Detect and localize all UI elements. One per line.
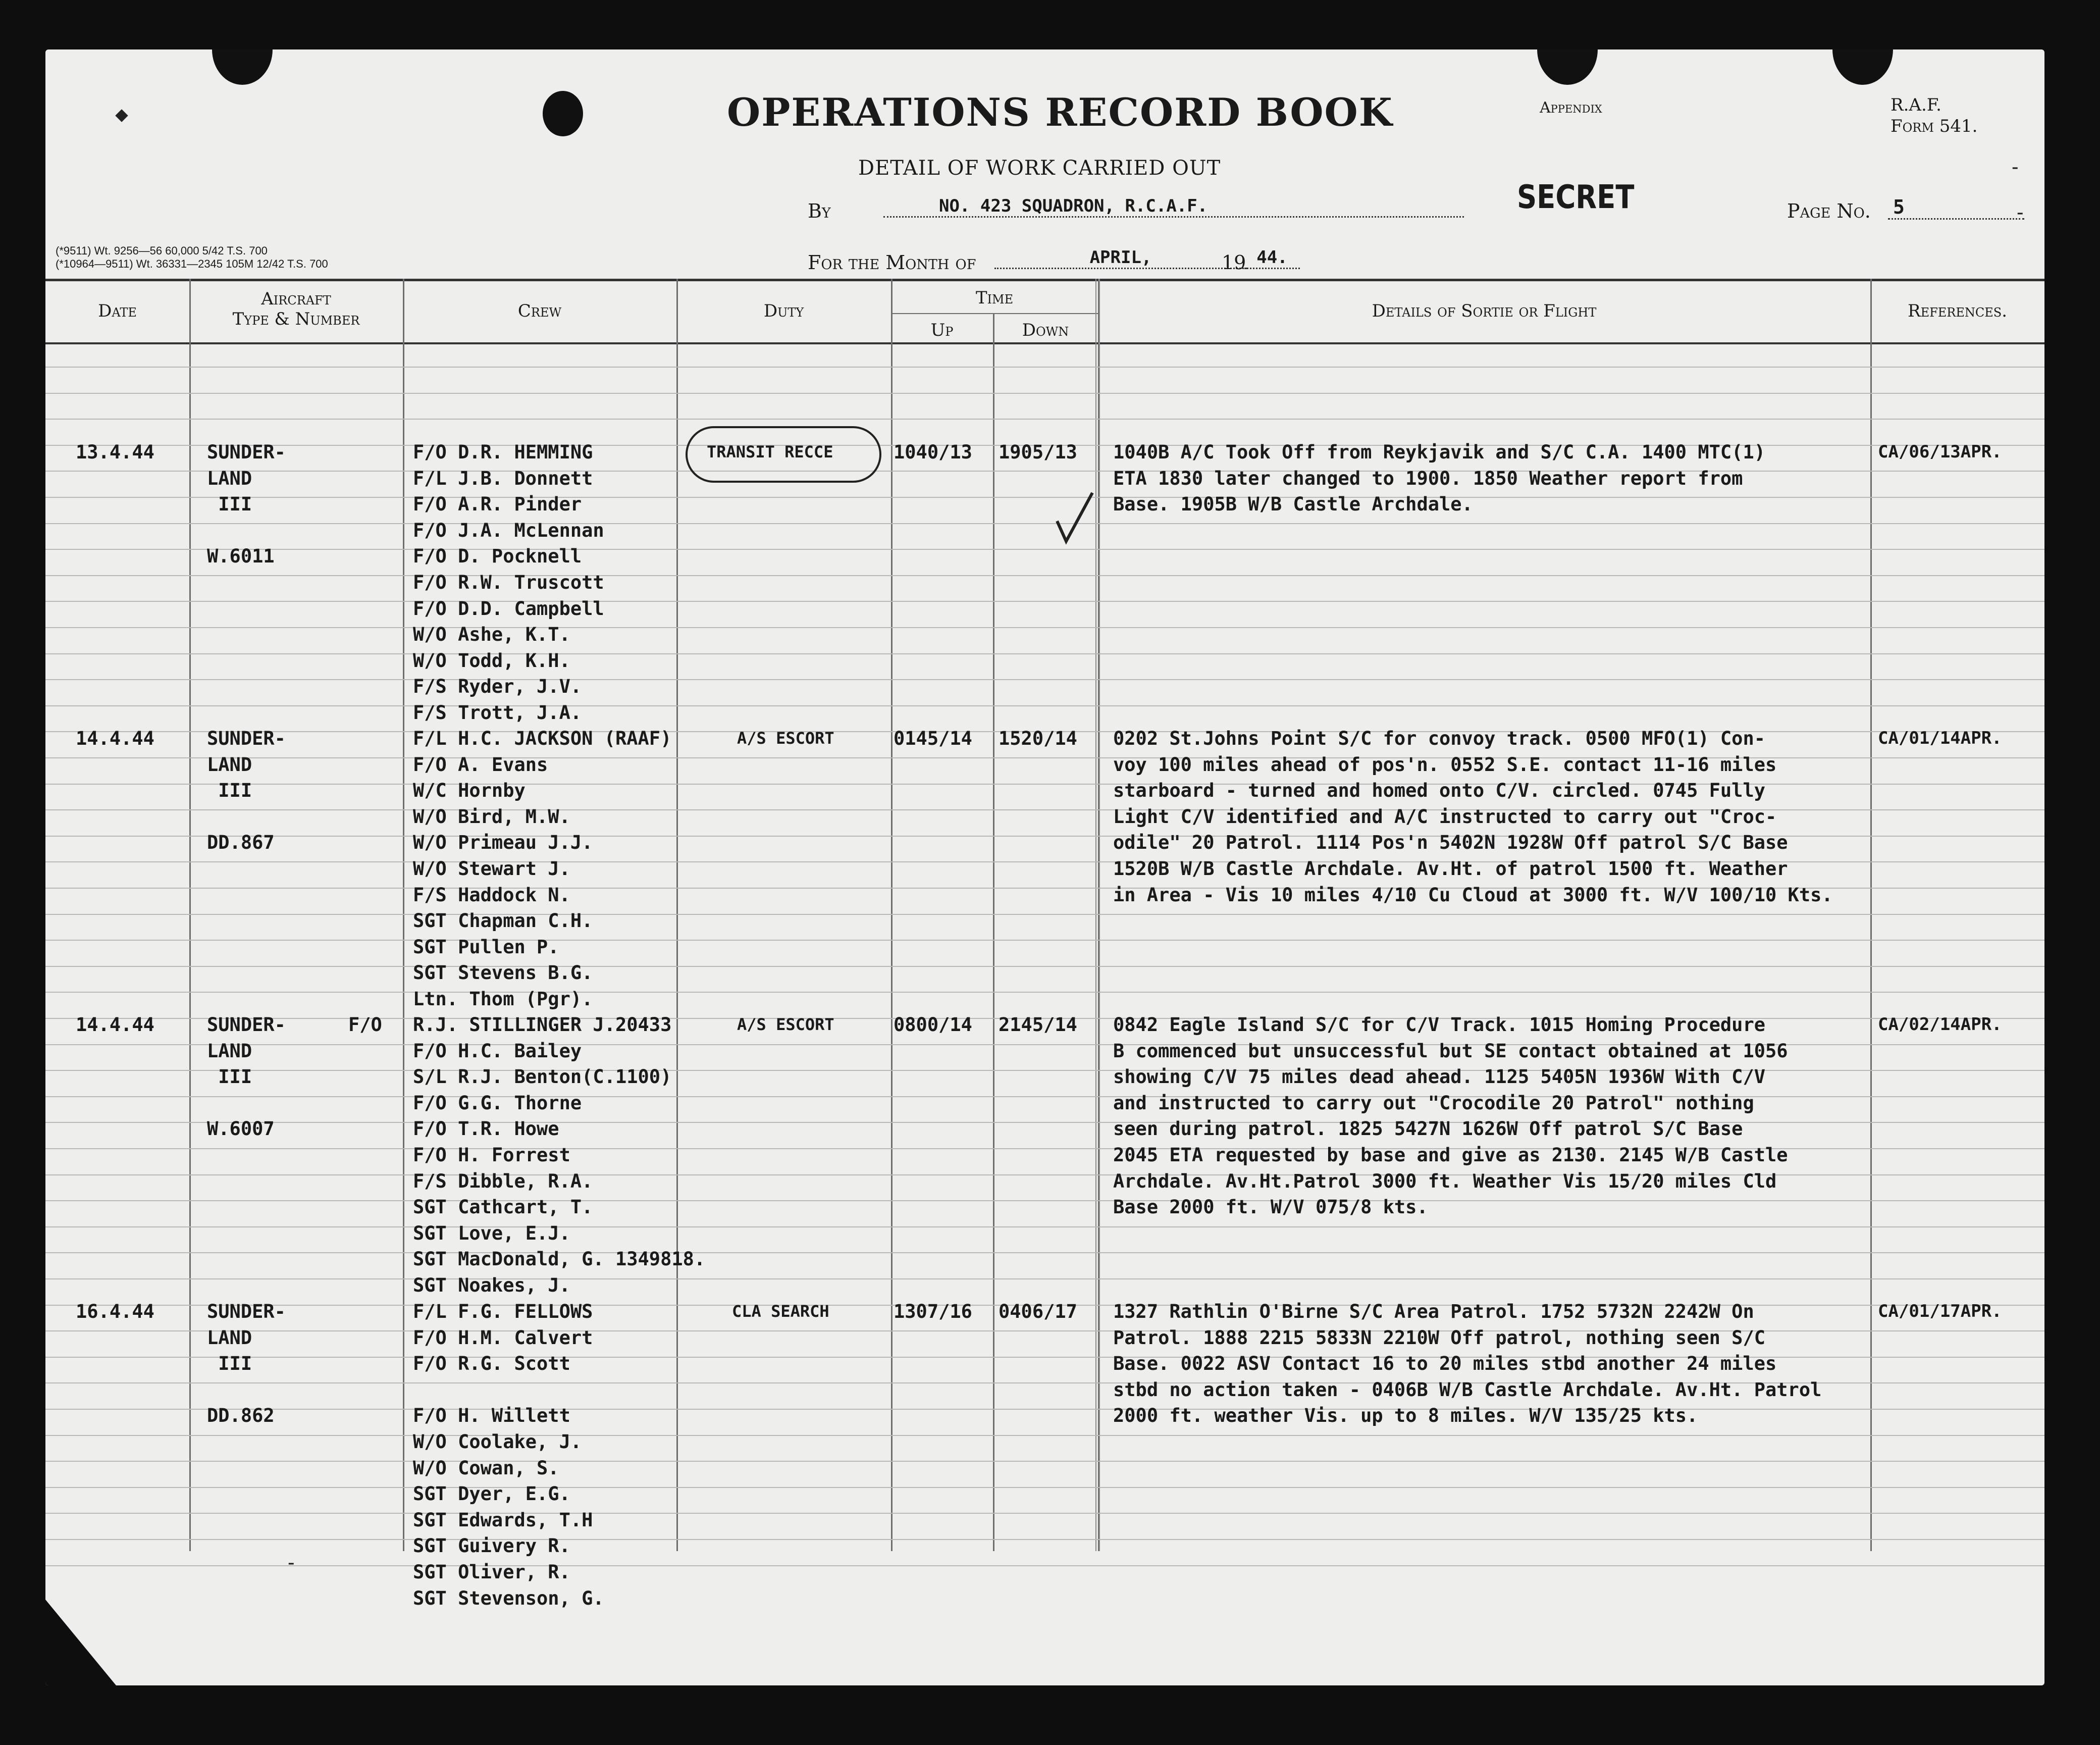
ruled-line — [45, 419, 2044, 420]
ruled-line — [45, 1226, 2044, 1227]
entry-3-duty: A/S ESCORT — [737, 1015, 834, 1034]
entry-2-date: 14.4.44 — [76, 728, 154, 749]
month-value: APRIL, — [994, 247, 1247, 269]
ruled-line — [45, 992, 2044, 993]
folded-corner — [45, 1600, 116, 1685]
ruled-line — [45, 1539, 2044, 1540]
entry-2-details: 0202 St.Johns Point S/C for convoy track. 0500 MFO(1) Con- voy 100 miles ahead of pos'n. 0552 S.E. contact 11-16 miles starboard - turned and homed onto C/V. circled. 0745 Fully Light C/V identified and A/C instructed to carry out "Croc- odile" 20 Patrol. 1114 Pos'n 5402N 1928W Off patrol S/C Base 1520B W/B Castle Archdale. Av.Ht. of patrol 1500 ft. Weather in Area - Vis 10 miles 4/10 Cu Cloud at 3000 ft. W/V 100/10 Kts. — [1113, 728, 1833, 906]
entry-1-reference: CA/06/13APR. — [1878, 442, 2002, 462]
ruled-line — [45, 627, 2044, 628]
month-label: For the Month of — [808, 251, 976, 274]
entry-4-reference: CA/01/17APR. — [1878, 1301, 2002, 1321]
entry-4-duty: CLA SEARCH — [732, 1302, 829, 1321]
ruled-line — [45, 523, 2044, 524]
entry-1-up: 1040/13 — [894, 441, 972, 463]
entry-1-duty: TRANSIT RECCE — [707, 442, 833, 461]
entry-1-down: 1905/13 — [999, 441, 1077, 463]
entry-3-up: 0800/14 — [894, 1014, 972, 1036]
entry-1-details: 1040B A/C Took Off from Reykjavik and S/C C.A. 1400 MTC(1) ETA 1830 later changed to 1900. 1850 Weather report from Base. 1905B W/B Castle Archdale. — [1113, 441, 1766, 516]
ruled-line — [45, 679, 2044, 680]
entry-2-duty: A/S ESCORT — [737, 729, 834, 748]
entry-3-date: 14.4.44 — [76, 1014, 154, 1036]
ruled-line — [45, 1461, 2044, 1462]
binder-hole-right — [1832, 49, 1893, 85]
ruled-line — [45, 1487, 2044, 1488]
appendix-label: Appendix — [1540, 99, 1602, 117]
col-header-down: Down — [1022, 320, 1069, 340]
entry-1-crew: F/O D.R. HEMMING F/L J.B. Donnett F/O A.R. Pinder F/O J.A. McLennan F/O D. Pocknell F/O R.W. Truscott F/O D.D. Campbell W/O Ashe, K.T. W/O Todd, K.H. F/S Ryder, J.V. F/S Trott, J.A. — [413, 441, 604, 724]
page-number: 5 — [1888, 196, 2024, 220]
col-header-time: Time — [975, 288, 1014, 308]
diamond-mark — [115, 109, 128, 122]
col-header-details: Details of Sortie or Flight — [1372, 301, 1597, 321]
entry-2-up: 0145/14 — [894, 728, 972, 749]
ruled-line — [45, 575, 2044, 576]
by-label: By — [808, 200, 831, 222]
entry-3-crew: R.J. STILLINGER J.20433 F/O H.C. Bailey S/L R.J. Benton(C.1100) F/O G.G. Thorne F/O T.R. Howe F/O H. Forrest F/S Dibble, R.A. SGT Cathcart, T. SGT Love, E.J. SGT MacDonald, G. 1349818. SGT Noakes, J. — [413, 1014, 706, 1296]
ruled-line — [45, 1565, 2044, 1566]
entry-3-crew-prefix: F/O — [348, 1014, 382, 1036]
entry-4-up: 1307/16 — [894, 1301, 972, 1322]
ruled-line — [45, 549, 2044, 550]
entry-3-aircraft: SUNDER- LAND III W.6007 — [207, 1014, 286, 1140]
page-label: Page No. — [1787, 200, 1871, 222]
form-number-line1: R.A.F. — [1891, 95, 1941, 115]
binder-hole-left — [212, 49, 273, 85]
entry-3-down: 2145/14 — [999, 1014, 1077, 1036]
year-prefix: 19 — [1222, 251, 1246, 274]
entry-2-aircraft: SUNDER- LAND III DD.867 — [207, 728, 286, 854]
entry-4-details: 1327 Rathlin O'Birne S/C Area Patrol. 1752 5732N 2242W On Patrol. 1888 2215 5833N 2210W Off patrol, nothing seen S/C Base. 0022 ASV Contact 16 to 20 miles stbd another 24 miles stbd no action taken - 0406B W/B Castle Archdale. Av.Ht. Patrol 2000 ft. weather Vis. up to 8 miles. W/V 135/25 kts. — [1113, 1301, 1822, 1427]
print-line-1: (*9511) Wt. 9256—56 60,000 5/42 T.S. 700 — [56, 244, 268, 257]
ruled-line — [45, 940, 2044, 941]
print-line-2: (*10964—9511) Wt. 36331—2345 105M 12/42 T.S. 700 — [56, 258, 328, 270]
ruled-line — [45, 705, 2044, 706]
ruled-line — [45, 966, 2044, 967]
ruled-line — [45, 1513, 2044, 1514]
entry-4-crew: F/L F.G. FELLOWS F/O H.M. Calvert F/O R.G. Scott F/O H. Willett W/O Coolake, J. W/O Cowan, S. SGT Dyer, E.G. SGT Edwards, T.H SGT Guivery R. SGT Oliver, R. SGT Stevenson, G. — [413, 1301, 604, 1609]
col-header-aircraft: Aircraft Type & Number — [232, 289, 360, 329]
entry-4-date: 16.4.44 — [76, 1301, 154, 1322]
ruled-line — [45, 914, 2044, 915]
ruled-line — [45, 393, 2044, 394]
entry-4-aircraft: SUNDER- LAND III DD.862 — [207, 1301, 286, 1427]
entry-2-reference: CA/01/14APR. — [1878, 728, 2002, 748]
entry-1-date: 13.4.44 — [76, 441, 154, 463]
record-sheet — [45, 49, 2044, 1685]
ruled-line — [45, 1278, 2044, 1279]
form-number-line2: Form 541. — [1891, 116, 1978, 136]
check-mark — [1055, 491, 1095, 551]
col-header-duty: Duty — [763, 301, 804, 321]
col-header-date: Date — [98, 301, 137, 321]
ruled-line — [45, 367, 2044, 368]
entry-4-down: 0406/17 — [999, 1301, 1077, 1322]
col-header-references: References. — [1907, 301, 2007, 321]
entry-3-details: 0842 Eagle Island S/C for C/V Track. 1015 Homing Procedure B commenced but unsuccessful but SE contact obtained at 1056 showing C/V 75 miles dead ahead. 1125 5405N 1936W With C/V and instructed to carry out "Crocodile 20 Patrol" nothing seen during patrol. 1825 5427N 1626W Off patrol S/C Base 2045 ETA requested by base and give as 2130. 2145 W/B Castle Archdale. Av.Ht.Patrol 3000 ft. Weather Vis 15/20 miles Cld Base 2000 ft. W/V 075/8 kts. — [1113, 1014, 1788, 1218]
form-subtitle: DETAIL OF WORK CARRIED OUT — [858, 157, 1221, 180]
record-table — [45, 279, 2044, 1609]
secret-stamp: SECRET — [1517, 179, 1635, 216]
margin-dash-right-top: - — [2012, 156, 2019, 179]
ruled-line — [45, 653, 2044, 654]
entry-2-down: 1520/14 — [999, 728, 1077, 749]
margin-dash-right: - — [2017, 201, 2024, 224]
col-header-crew: Crew — [517, 301, 562, 321]
ruled-line — [45, 1252, 2044, 1253]
form-title: OPERATIONS RECORD BOOK — [727, 90, 1393, 135]
year-suffix: 44. — [1244, 247, 1300, 269]
squadron-value: NO. 423 SQUADRON, R.C.A.F. — [883, 196, 1464, 218]
col-header-up: Up — [930, 320, 954, 340]
entry-3-reference: CA/02/14APR. — [1878, 1014, 2002, 1035]
margin-dash-bottom: - — [288, 1551, 295, 1574]
ruled-line — [45, 1435, 2044, 1436]
entry-2-crew: F/L H.C. JACKSON (RAAF) F/O A. Evans W/C Hornby W/O Bird, M.W. W/O Primeau J.J. W/O Stewart J. F/S Haddock N. SGT Chapman C.H. SGT Pullen P. SGT Stevens B.G. Ltn. Thom (Pgr). — [413, 728, 672, 1010]
binder-hole-center — [1537, 49, 1598, 85]
entry-1-aircraft: SUNDER- LAND III W.6011 — [207, 441, 286, 568]
punch-hole-left — [543, 91, 583, 136]
ruled-line — [45, 601, 2044, 602]
